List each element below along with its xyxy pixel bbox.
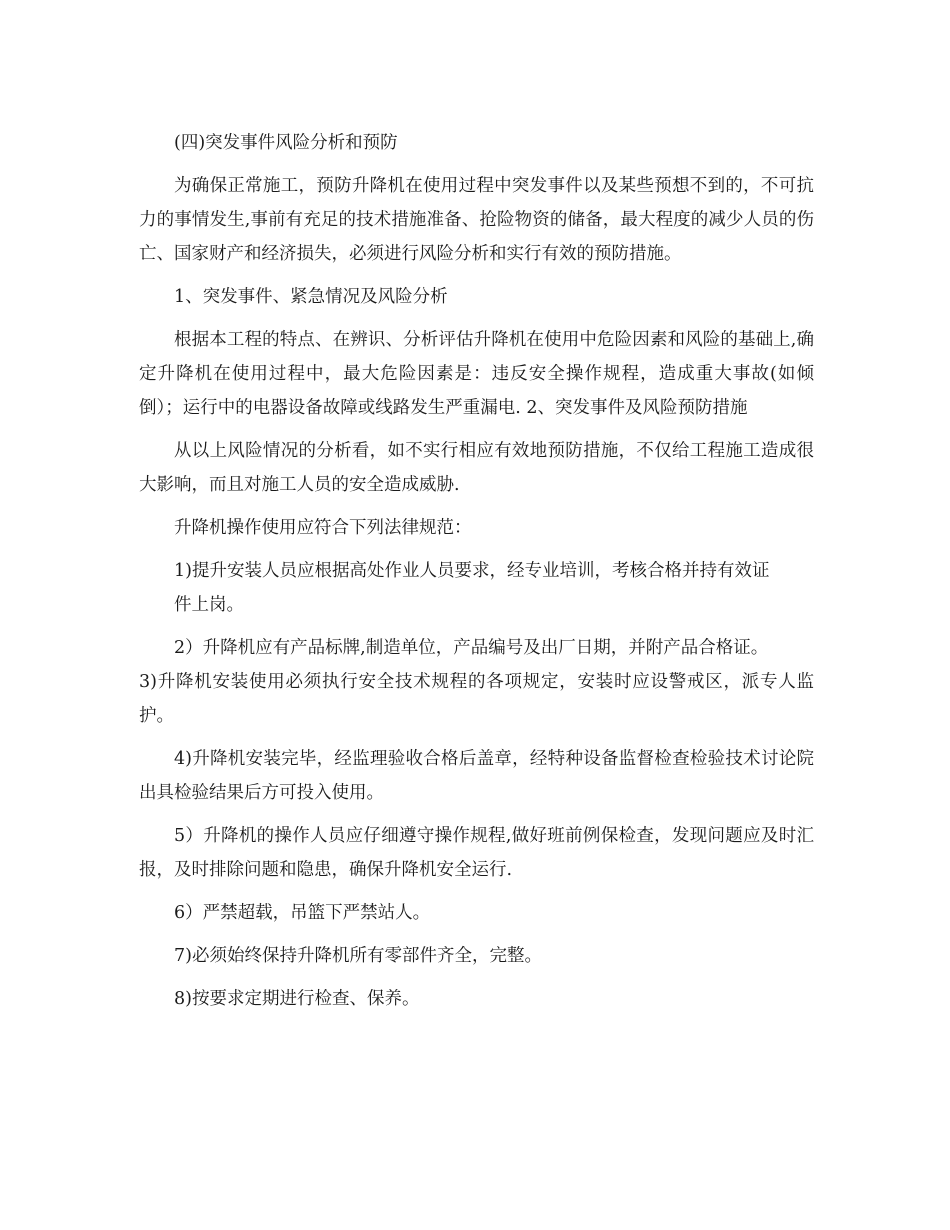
document-body	[139, 126, 814, 1025]
list-item-1	[139, 554, 814, 622]
list-item-7: 7)必须始终保持升降机所有零部件齐全，完整。	[174, 946, 542, 966]
list-item-1-line-2: 件上岗。	[174, 595, 244, 615]
list-item-2: 2）升降机应有产品标牌,制造单位，产品编号及出厂日期，并附产品合格证。	[174, 638, 769, 658]
paragraph-regulations-intro: 升降机操作使用应符合下列法律规范：	[174, 518, 472, 538]
list-item-5: 5）升降机的操作人员应仔细遵守操作规程,做好班前例保检查，发现问题应及时汇报，及时排除问题和隐患，确保升降机安全运行.	[139, 826, 814, 880]
list-item-8: 8)按要求定期进行检查、保养。	[174, 989, 420, 1009]
list-item-6: 6）严禁超载，吊篮下严禁站人。	[174, 903, 431, 923]
list-item-4: 4)升降机安装完毕，经监理验收合格后盖章，经特种设备监督检查检验技术讨论院出具检验结果后方可投入使用。	[139, 749, 814, 803]
paragraph-intro: 为确保正常施工，预防升降机在使用过程中突发事件以及某些预想不到的，不可抗力的事情发生,事前有充足的技术措施准备、抢险物资的储备，最大程度的减少人员的伤亡、国家财产和经济损失，必须进行风险分析和实行有效的预防措施。	[139, 176, 814, 264]
paragraph-impact: 从以上风险情况的分析看，如不实行相应有效地预防措施，不仅给工程施工造成很大影响，而且对施工人员的安全造成威胁.	[139, 441, 814, 495]
paragraph-risk-factors: 根据本工程的特点、在辨识、分析评估升降机在使用中危险因素和风险的基础上,确定升降机在使用过程中，最大危险因素是：违反安全操作规程，造成重大事故(如倾倒）；运行中的电器设备故障或线路发生严重漏电. 2、突发事件及风险预防措施	[139, 330, 814, 418]
list-item-1-line-1: 1)提升安装人员应根据高处作业人员要求，经专业培训，考核合格并持有效证	[174, 561, 770, 581]
section-heading: (四)突发事件风险分析和预防	[174, 133, 398, 153]
subheading-risk-analysis: 1、突发事件、紧急情况及风险分析	[174, 287, 448, 307]
list-item-3: 3)升降机安装使用必须执行安全技术规程的各项规定，安装时应设警戒区，派专人监护。	[139, 672, 814, 726]
